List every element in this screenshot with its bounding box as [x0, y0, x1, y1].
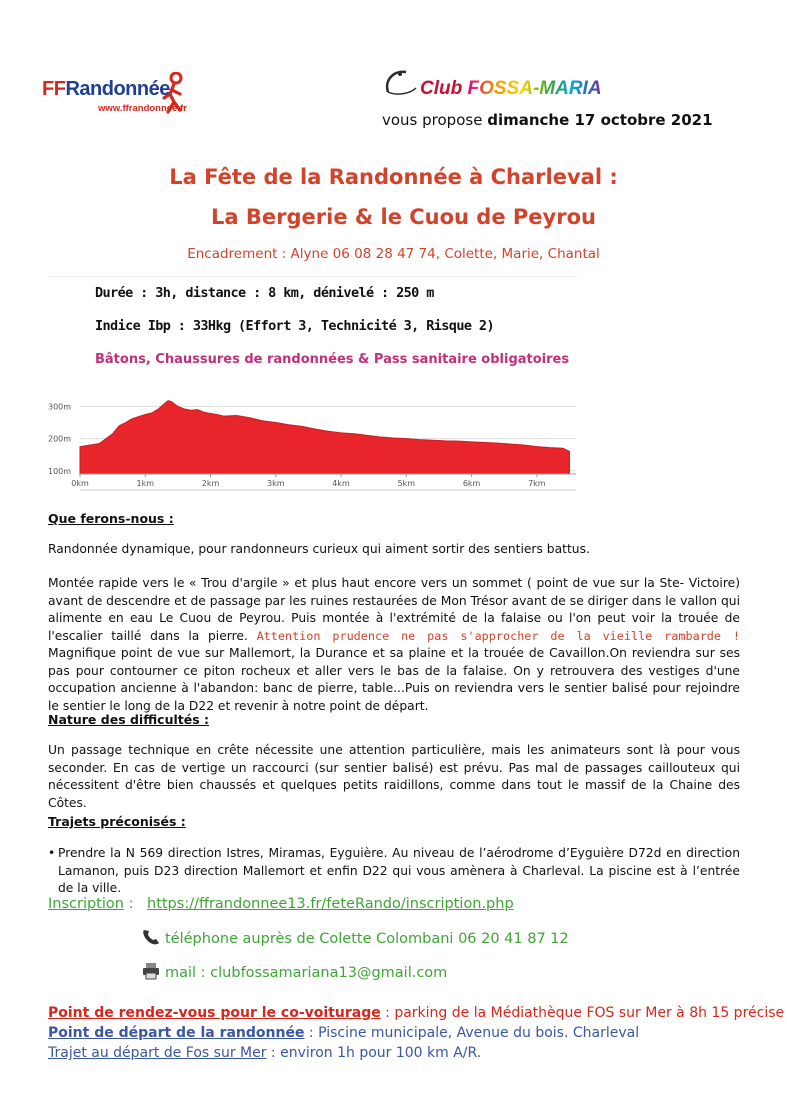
- registration-link[interactable]: https://ffrandonnee13.fr/feteRando/inscription.php: [147, 896, 514, 912]
- start-line: Point de départ de la randonnée : Piscine municipale, Avenue du bois. Charleval: [48, 1025, 640, 1041]
- email-row: mail : clubfossamariana13@gmail.com: [141, 962, 447, 981]
- carpool-label: Point de rendez-vous pour le co-voiturage: [48, 1005, 381, 1021]
- what-heading: Que ferons-nous :: [48, 511, 174, 526]
- x-tick-label: 3km: [267, 479, 285, 488]
- ffr-wordmark: FFRandonnée: [42, 78, 170, 100]
- divider: [48, 276, 578, 277]
- x-tick-label: 7km: [528, 479, 546, 488]
- proposal-line: vous propose dimanche 17 octobre 2021: [382, 111, 713, 129]
- phone-row: téléphone auprès de Colette Colombani 06 20 41 87 12: [141, 928, 569, 947]
- what-intro: Randonnée dynamique, pour randonneurs curieux qui aiment sortir des sentiers battus.: [48, 542, 590, 556]
- start-label: Point de départ de la randonnée: [48, 1025, 305, 1041]
- x-tick-label: 1km: [136, 479, 155, 488]
- trip-label: Trajet au départ de Fos sur Mer: [48, 1045, 267, 1061]
- ffr-url: www.ffrandonnee.fr: [98, 103, 187, 114]
- supervision-line: Encadrement : Alyne 06 08 28 47 74, Colette, Marie, Chantal: [187, 246, 600, 262]
- page-title: La Fête de la Randonnée à Charleval :: [169, 165, 618, 189]
- telephone-icon: [141, 928, 161, 946]
- x-tick-label: 6km: [462, 479, 481, 488]
- x-tick-label: 2km: [201, 479, 220, 488]
- hiker-figure-icon: [160, 72, 188, 114]
- duration-line: Durée : 3h, distance : 8 km, dénivelé : 250 m: [95, 285, 434, 301]
- club-emblem-icon: [380, 62, 420, 102]
- club-wordmark: Club FOSSA-MARIA: [420, 78, 602, 99]
- x-tick-label: 5km: [397, 479, 416, 488]
- registration-row: Inscription :: [48, 896, 134, 912]
- registration-label: Inscription: [48, 896, 124, 912]
- trip-line: Trajet au départ de Fos sur Mer : environ 1h pour 100 km A/R.: [48, 1045, 482, 1061]
- difficulty-text: Un passage technique en crête nécessite une attention particulière, mais les animateurs sont là pour vous seconder. En cas de vertige un raccourci (sur sentier balisé) est prévu. Pas mal de passages caillouteux qui nécessitent d'être bien chaussés et quelques petits raidillons, comme dans tout le massif de la Chaine des Côtes.: [48, 743, 740, 810]
- route-text: Prendre la N 569 direction Istres, Miramas, Eyguière. Au niveau de l’aérodrome d’Eyguière D72d en direction Lamanon, puis D23 direction Mallemort et enfin D22 qui vous amènera à Charleval. La piscine est à l’entrée de la ville.: [58, 846, 740, 895]
- carpool-line: Point de rendez-vous pour le co-voiturage : parking de la Médiathèque FOS sur Mer à 8h 15 précise: [48, 1005, 785, 1021]
- ibp-line: Indice Ibp : 33Hkg (Effort 3, Technicité 3, Risque 2): [95, 318, 494, 334]
- x-tick-label: 0km: [71, 479, 89, 488]
- y-tick-label: 200m: [48, 434, 72, 444]
- y-tick-label: 100m: [48, 466, 72, 476]
- difficulty-heading: Nature des difficultés :: [48, 712, 209, 727]
- event-date: dimanche 17 octobre 2021: [487, 111, 713, 129]
- printer-icon: [141, 962, 161, 980]
- what-description: Montée rapide vers le « Trou d'argile » et plus haut encore vers un sommet ( point de vue sur la Ste- Victoire) avant de descendre et de passage par les ruines restaurées de Mon Trésor avant de se diriger dans le vallon qui alimente en eau Le Cuou de Peyrou. Puis montée à l'extrémité de la falaise ou l'on peut voir la trouée de l'escalier taillé dans la pierre. Attention prudence ne pas s'approcher de la vieille rambarde ! Magnifique point de vue sur Mallemort, la Durance et sa plaine et la trouée de Cavaillon.On reviendra sur ses pas pour contourner ce piton rocheux et aller vers le bas de la falaise. On y retrouvera des vestiges d'une occupation ancienne à l'abandon: banc de pierre, table...Puis on reviendra vers le sentier balisé pour rejoindre le sentier le long de la D22 et revenir à notre point de départ.: [48, 576, 740, 713]
- x-tick-label: 4km: [332, 479, 350, 488]
- equipment-line: Bâtons, Chaussures de randonnées & Pass sanitaire obligatoires: [95, 352, 570, 367]
- elevation-profile-chart: [46, 392, 582, 492]
- warning-text: Attention prudence ne pas s'approcher de la vieille rambarde !: [256, 628, 740, 643]
- route-bullet: •: [48, 846, 56, 860]
- y-tick-label: 300m: [48, 402, 72, 412]
- route-heading: Trajets préconisés :: [48, 814, 186, 829]
- page-subtitle: La Bergerie & le Cuou de Peyrou: [211, 205, 596, 229]
- elevation-area: [80, 401, 569, 474]
